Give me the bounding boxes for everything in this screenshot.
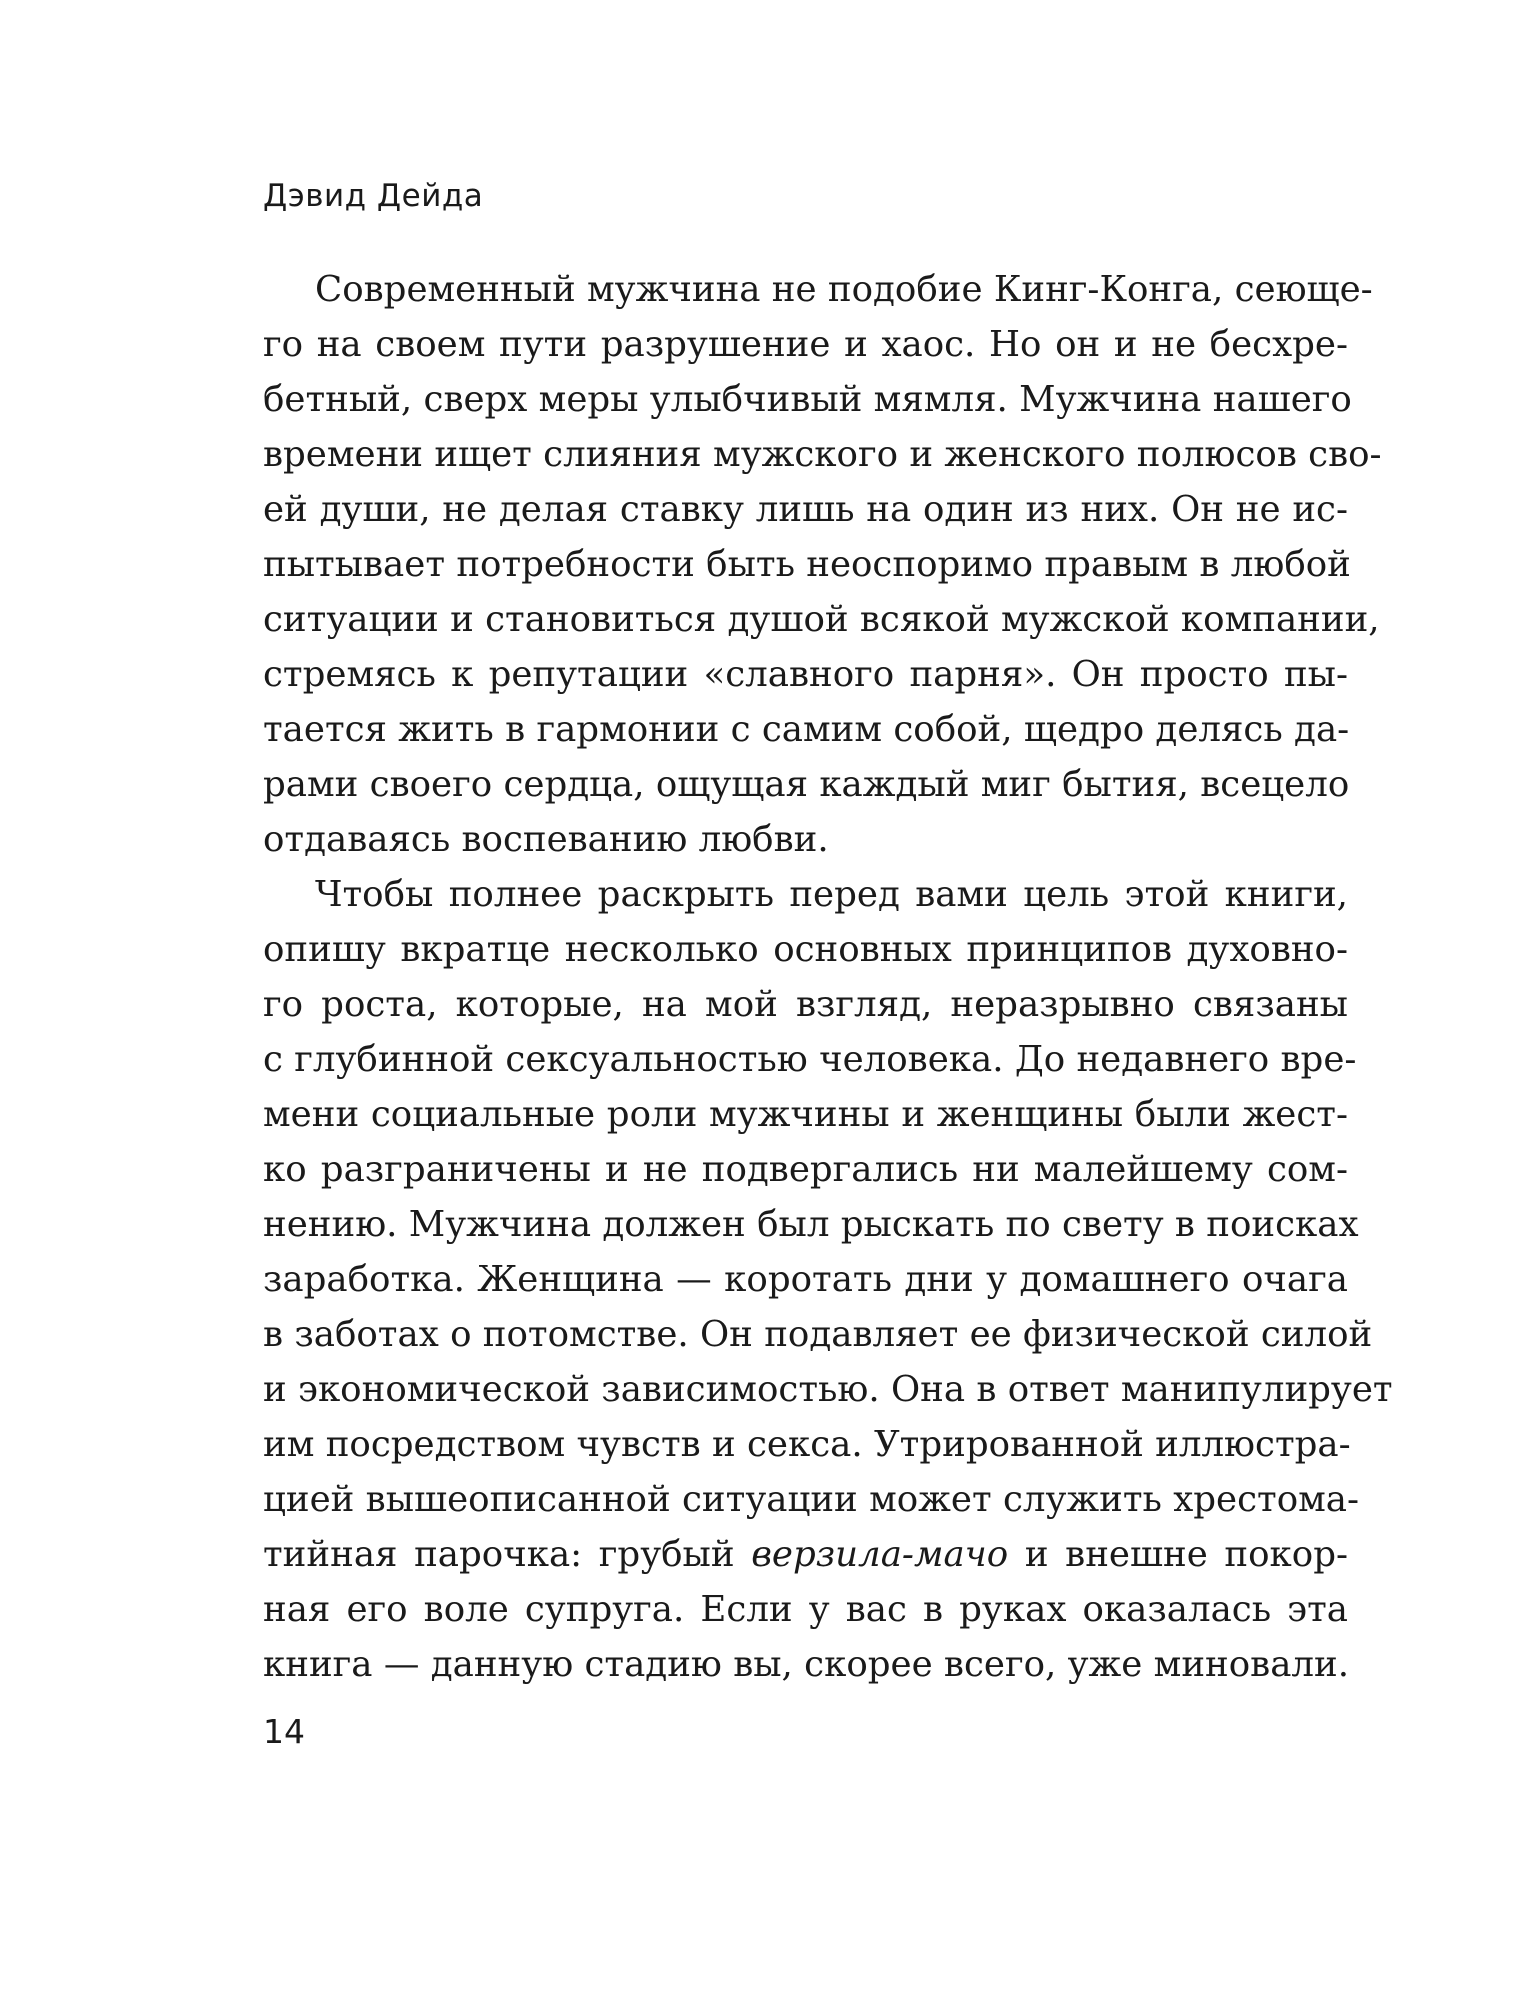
paragraph-1-line-10: рами своего сердца, ощущая каждый миг бытия, всецело: [263, 764, 1350, 805]
paragraph-2-line-4: с глубинной сексуальностью человека. До недавнего вре-: [263, 1039, 1357, 1080]
paragraph-2-line-1: Чтобы полнее раскрыть перед вами цель этой книги,: [315, 874, 1348, 915]
paragraph-2-line-12: цией вышеописанной ситуации может служить хрестома-: [263, 1479, 1360, 1520]
paragraph-1-line-9: тается жить в гармонии с самим собой, щедро делясь да-: [263, 709, 1350, 750]
paragraph-1-line-6: пытывает потребности быть неоспоримо правым в любой: [263, 544, 1351, 585]
paragraph-1-line-11: отдаваясь воспеванию любви.: [263, 819, 829, 860]
running-head: Дэвид Дейда: [263, 178, 484, 214]
body-text: [263, 262, 1393, 1692]
paragraph-1-line-4: времени ищет слияния мужского и женского полюсов сво-: [263, 434, 1382, 475]
page-number: 14: [263, 1712, 305, 1751]
paragraph-1-line-3: бетный, сверх меры улыбчивый мямля. Мужчина нашего: [263, 379, 1352, 420]
paragraph-2-line-9: в заботах о потомстве. Он подавляет ее физической силой: [263, 1314, 1373, 1355]
paragraph-2-line-2: опишу вкратце несколько основных принципов духовно-: [263, 929, 1348, 970]
paragraph-2-line-10: и экономической зависимостью. Она в ответ манипулирует: [263, 1369, 1393, 1410]
paragraph-2-line-3: го роста, которые, на мой взгляд, неразрывно связаны: [263, 984, 1348, 1025]
line-13-text-before: тийная парочка: грубый: [263, 1534, 752, 1575]
paragraph-1-line-5: ей души, не делая ставку лишь на один из них. Он не ис-: [263, 489, 1348, 530]
line-13-text-after: и внешне покор-: [1008, 1534, 1349, 1575]
italic-term: верзила-мачо: [751, 1534, 1009, 1575]
paragraph-2-line-8: заработка. Женщина — коротать дни у домашнего очага: [263, 1259, 1348, 1300]
paragraph-2-line-14: ная его воле супруга. Если у вас в руках оказалась эта: [263, 1589, 1348, 1630]
paragraph-2-line-11: им посредством чувств и секса. Утрированной иллюстра-: [263, 1424, 1351, 1465]
paragraph-2-line-13: [263, 1527, 1348, 1582]
paragraph-2-line-15: книга — данную стадию вы, скорее всего, уже миновали.: [263, 1644, 1350, 1685]
paragraph-2-line-6: ко разграничены и не подвергались ни малейшему сом-: [263, 1149, 1348, 1190]
paragraph-2-line-5: мени социальные роли мужчины и женщины были жест-: [263, 1094, 1348, 1135]
paragraph-1-line-1: Современный мужчина не подобие Кинг-Конга, сеюще-: [315, 269, 1373, 310]
paragraph-2-line-7: нению. Мужчина должен был рыскать по свету в поисках: [263, 1204, 1359, 1245]
paragraph-1-line-8: стремясь к репутации «славного парня». Он просто пы-: [263, 654, 1348, 695]
paragraph-1-line-2: го на своем пути разрушение и хаос. Но он и не бесхре-: [263, 324, 1348, 365]
paragraph-1-line-7: ситуации и становиться душой всякой мужской компании,: [263, 599, 1380, 640]
